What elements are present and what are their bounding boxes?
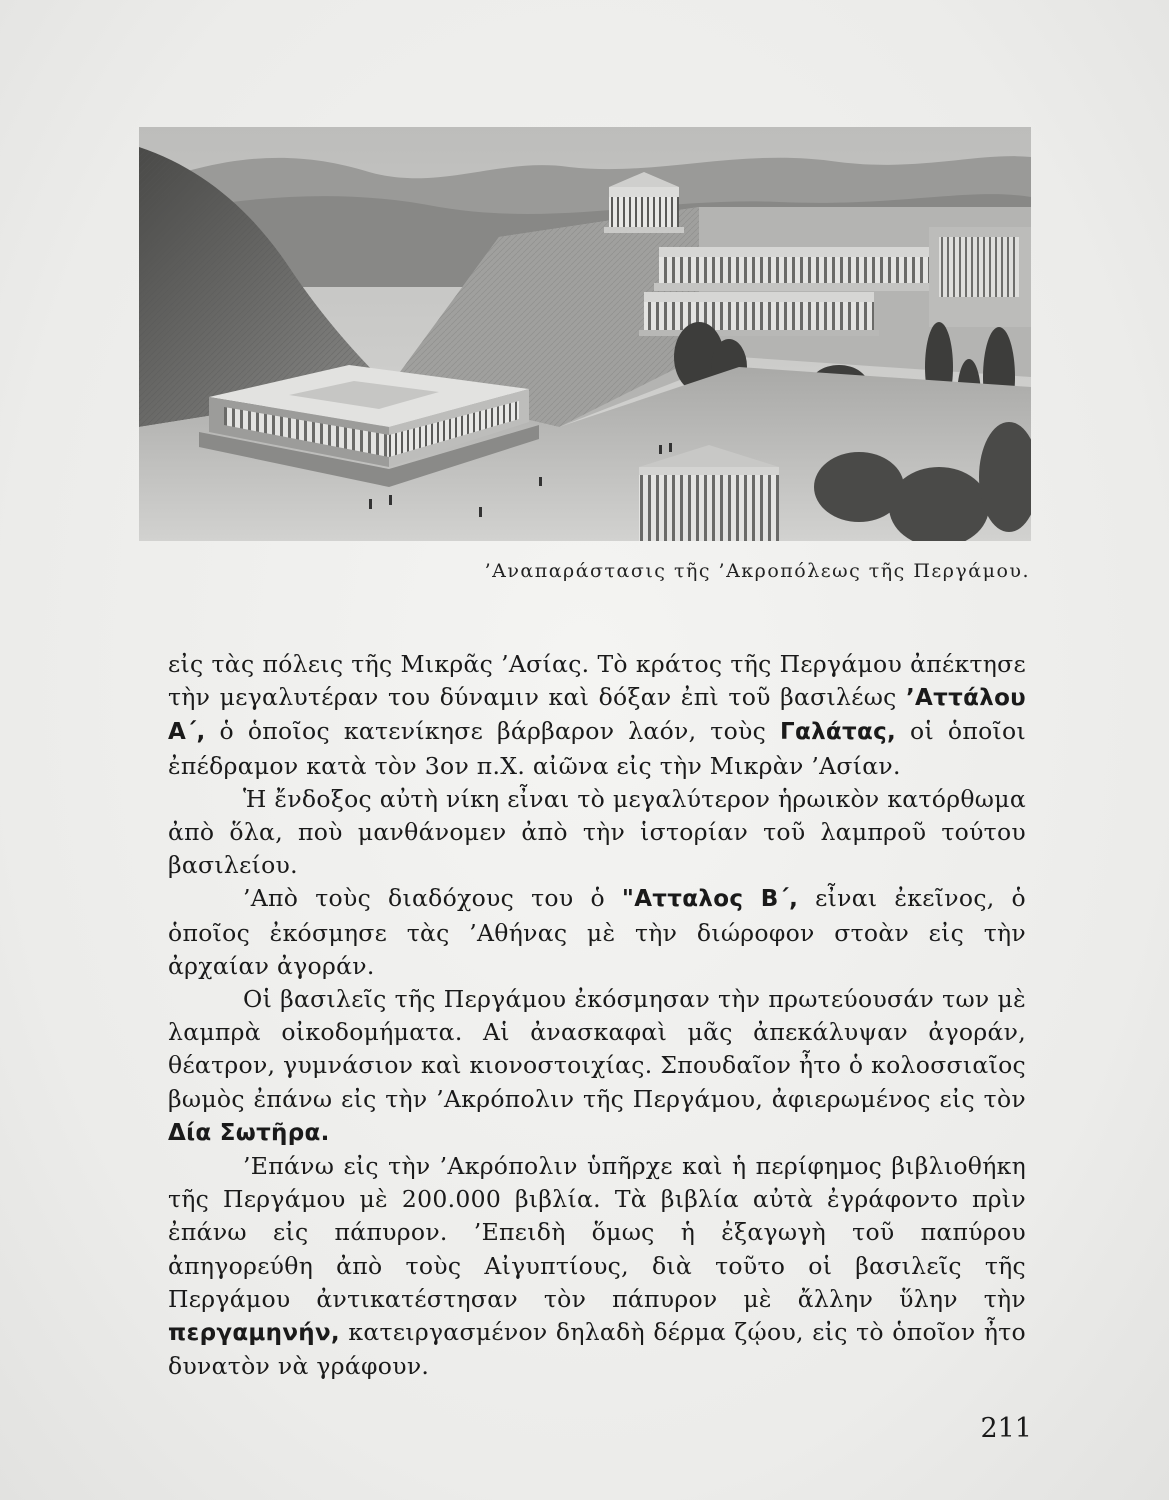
paragraph-text: εἶναι ἐκεῖνος, ὁ ὁποῖος ἐκόσμησε τὰς ’Αθήνας μὲ τὴν διώροφον στοὰν εἰς τὴν ἀρχαίαν ἀγοράν.: [168, 884, 1027, 980]
paragraph-text: ’Απὸ τοὺς διαδόχους του ὁ: [243, 884, 622, 913]
article-body: [168, 648, 1026, 1383]
emphasis-attalos-a: ’Αττάλου Α΄,: [168, 685, 1026, 746]
paragraph-library: [168, 1150, 1026, 1383]
page-number: 211: [980, 1413, 1032, 1444]
figure-caption: ’Αναπαράστασις τῆς ’Ακροπόλεως τῆς Περγάμου.: [484, 560, 1030, 582]
paragraph-attalos-ii: [168, 882, 1026, 983]
paragraph-buildings: [168, 983, 1026, 1150]
emphasis-galatas: Γαλάτας,: [780, 719, 897, 746]
emphasis-dia-sotira: Δία Σωτῆρα.: [168, 1119, 330, 1146]
acropolis-reconstruction-illustration: [139, 127, 1031, 541]
paragraph-text: εἰς τὰς πόλεις τῆς Μικρᾶς ’Ασίας. Τὸ κράτος τῆς Περγάμου ἀπέκτησε τὴν μεγαλυτέραν του δύναμιν καὶ δόξαν ἐπὶ τοῦ βασιλέως: [168, 650, 1026, 712]
paragraph-text: ὁ ὁποῖος κατενίκησε βάρβαρον λαόν, τοὺς: [205, 717, 781, 746]
paragraph-text: οἱ ὁποῖοι ἐπέδραμον κατὰ τὸν 3ον π.Χ. αἰῶνα εἰς τὴν Μικρὰν ’Ασίαν.: [168, 717, 1026, 780]
emphasis-attalos-b: "Ατταλος Β΄,: [621, 886, 799, 913]
paragraph-text: ’Επάνω εἰς τὴν ’Ακρόπολιν ὑπῆρχε καὶ ἡ περίφημος βιβλιοθήκη τῆς Περγάμου μὲ 200.000 βιβλία. Τὰ βιβλία αὐτὰ ἐγράφοντο πρὶν ἐπάνω εἰς πάπυρον. ’Επειδὴ ὅμως ἡ ἐξαγωγὴ τοῦ παπύρου ἀπηγορεύθη ἀπὸ τοὺς Αἰγυπτίους, διὰ τοῦτο οἱ βασιλεῖς τῆς Περγάμου ἀντικατέστησαν τὸν πάπυρον μὲ ἄλλην ὕλην τὴν: [168, 1152, 1026, 1313]
paragraph-attalos-i: [168, 648, 1026, 783]
paragraph-text: Οἱ βασιλεῖς τῆς Περγάμου ἐκόσμησαν τὴν πρωτεύουσάν των μὲ λαμπρὰ οἰκοδομήματα. Αἱ ἀνασκαφαὶ μᾶς ἀπεκάλυψαν ἀγοράν, θέατρον, γυμνάσιον καὶ κιονοστοιχίας. Σπουδαῖον ἦτο ὁ κολοσσιαῖος βωμὸς ἐπάνω εἰς τὴν ’Ακρόπολιν τῆς Περγάμου, ἀφιερωμένος εἰς τὸν: [168, 985, 1026, 1113]
paragraph-victory: Ἡ ἔνδοξος αὐτὴ νίκη εἶναι τὸ μεγαλύτερον ἡρωικὸν κατόρθωμα ἀπὸ ὅλα, ποὺ μανθάνομεν ἀπὸ τὴν ἱστορίαν τοῦ λαμπροῦ τούτου βασιλείου.: [168, 784, 1026, 880]
emphasis-pergamini: περγαμηνήν,: [168, 1320, 340, 1347]
paragraph-text: κατειργασμένον δηλαδὴ δέρμα ζῴου, εἰς τὸ ὁποῖον ἦτο δυνατὸν νὰ γράφουν.: [168, 1318, 1026, 1381]
